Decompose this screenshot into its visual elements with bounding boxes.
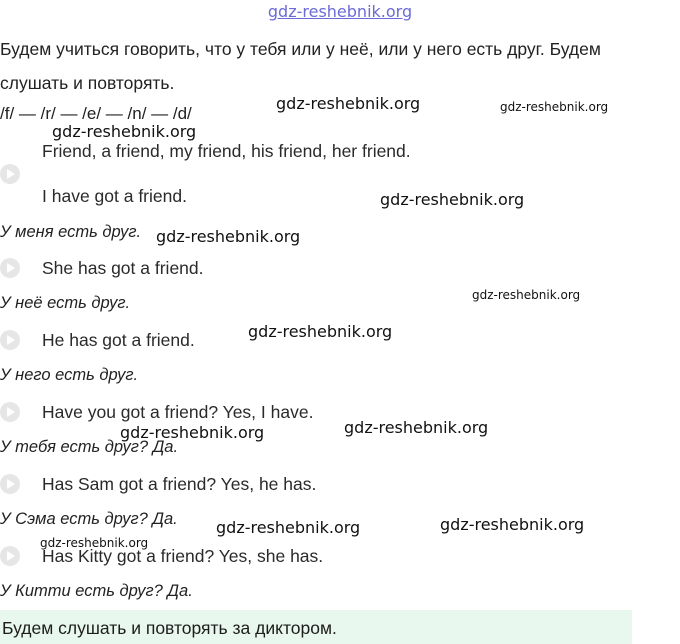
play-icon[interactable]	[0, 258, 20, 278]
intro-paragraph: Будем учиться говорить, что у тебя или у неё, или у него есть друг. Будем слушать и повторять.	[0, 39, 601, 93]
english-line-1: Friend, a friend, my friend, his friend, her friend.	[42, 141, 411, 161]
watermark: gdz-reshebnik.org	[380, 190, 525, 209]
russian-line-5: У тебя есть друг? Да.	[0, 438, 179, 456]
watermark: gdz-reshebnik.org	[472, 288, 581, 302]
watermark: gdz-reshebnik.org	[276, 94, 421, 113]
russian-line-4: У него есть друг.	[0, 366, 139, 384]
watermark: gdz-reshebnik.org	[216, 518, 361, 537]
watermark: gdz-reshebnik.org	[156, 227, 301, 246]
site-header-link[interactable]: gdz-reshebnik.org	[267, 2, 413, 21]
play-icon[interactable]	[0, 546, 20, 566]
english-line-3: She has got a friend.	[42, 258, 204, 278]
watermark: gdz-reshebnik.org	[120, 423, 265, 442]
play-icon[interactable]	[0, 474, 20, 494]
russian-line-3: У неё есть друг.	[0, 294, 131, 312]
watermark: gdz-reshebnik.org	[440, 515, 585, 534]
russian-line-6: У Сэма есть друг? Да.	[0, 510, 178, 528]
english-line-7: Has Kitty got a friend? Yes, she has.	[42, 546, 324, 566]
watermark: gdz-reshebnik.org	[500, 100, 609, 114]
russian-line-2: У меня есть друг.	[0, 223, 142, 241]
play-icon[interactable]	[0, 164, 20, 184]
english-line-6: Has Sam got a friend? Yes, he has.	[42, 474, 317, 494]
english-line-2: I have got a friend.	[42, 186, 187, 206]
phoneme-sequence: /f/ — /r/ — /e/ — /n/ — /d/	[0, 104, 192, 123]
english-line-4: He has got a friend.	[42, 330, 195, 350]
russian-line-7: У Китти есть друг? Да.	[0, 582, 193, 600]
play-icon[interactable]	[0, 330, 20, 350]
watermark: gdz-reshebnik.org	[52, 122, 197, 141]
footer-instruction: Будем слушать и повторять за диктором.	[2, 618, 337, 638]
english-line-5: Have you got a friend? Yes, I have.	[42, 402, 314, 422]
watermark: gdz-reshebnik.org	[40, 536, 149, 550]
play-icon[interactable]	[0, 402, 20, 422]
watermark: gdz-reshebnik.org	[344, 418, 489, 437]
watermark: gdz-reshebnik.org	[248, 322, 393, 341]
